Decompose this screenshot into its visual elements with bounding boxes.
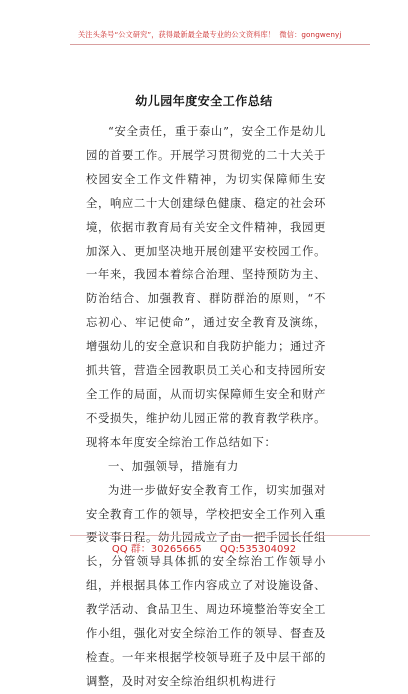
section-heading: 一、加强领导，措施有力: [108, 459, 239, 473]
document-title: 幼儿园年度安全工作总结: [135, 94, 273, 108]
header-promo: [78, 30, 368, 40]
footer-qq: QQ:535304092: [219, 544, 297, 555]
section-paragraph: 为进一步做好安全教育工作，切实加强对安全教育工作的领导，学校把安全工作列入重要议事日程。幼儿园成立了由一把手园长任组长，分管领导具体抓的安全综治工作领导小组，并根据具体工作内容成立了对设施设备、教学活动、食品卫生、周边环境整治等安全工作小组，强化对安全综治工作的领导、督查及检查。一年来根据学校领导班子及中层干部的调整，及时对安全综治组织机构进行: [86, 483, 326, 688]
footer-qq-group: QQ 群：30265665: [111, 544, 202, 555]
footer-divider: [70, 535, 370, 536]
intro-paragraph: “安全责任，重于泰山”，安全工作是幼儿园的首要工作。开展学习贯彻党的二十大关于校园安全工作文件精神，为切实保障师生安全，响应二十大创建绿色健康、稳定的社会环境，依据市教育局有关安全文件精神，我园更加深入、更加坚决地开展创建平安校园工作。一年来，我园本着综合治理、坚持预防为主、防治结合、加强教育、群防群治的原则，“不忘初心、牢记使命”，通过安全教育及演练，增强幼儿的安全意识和自我防护能力；通过齐抓共管，营造全园教职员工关心和支持园所安全工作的局面，从而切实保障师生安全和财产不受损失，维护幼儿园正常的教育教学秩序。现将本年度安全综治工作总结如下：: [86, 125, 326, 449]
header-wechat: 微信：gongwenyj: [279, 30, 342, 39]
header-divider: [70, 44, 370, 45]
header-promo-text: 关注头条号“公文研究”，获得最新最全最专业的公文资料库！: [78, 30, 276, 39]
footer-contact: [0, 540, 408, 555]
document-body: [86, 120, 326, 694]
